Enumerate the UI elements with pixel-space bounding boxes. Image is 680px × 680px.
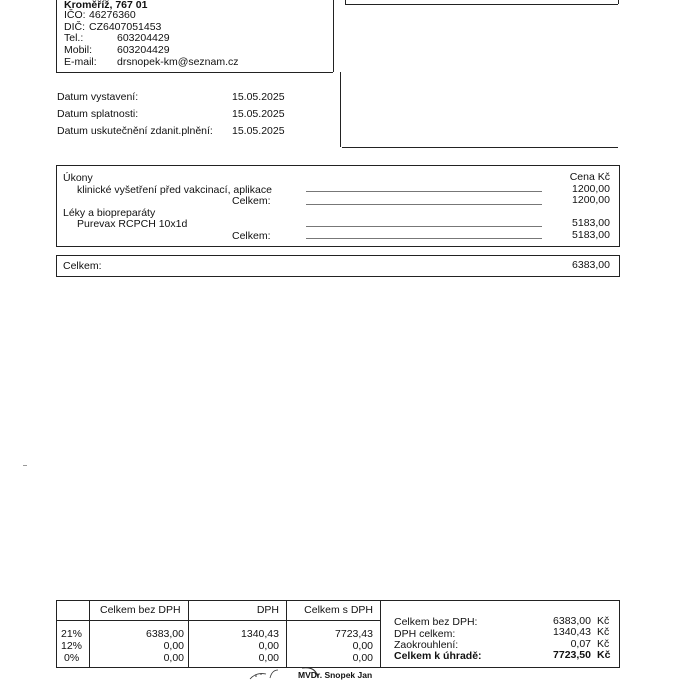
date-issued-value: 15.05.2025: [232, 91, 285, 103]
summary-net-value: 6383,00: [553, 615, 591, 627]
subtotal-drugs-label: Celkem:: [232, 230, 271, 242]
supplier-tel-label: Tel.:: [64, 32, 84, 44]
vat-col-divider-1: [89, 600, 90, 667]
vat-gross-12: 0,00: [352, 640, 373, 652]
summary-vat-label: DPH celkem:: [394, 628, 456, 640]
item-drug-name: Purevax RCPCH 10x1d: [77, 218, 188, 230]
summary-net-currency: Kč: [597, 615, 610, 627]
vat-base-21: 6383,00: [146, 628, 184, 640]
vat-amount-0: 0,00: [258, 652, 279, 664]
subtotal-drugs-value: 5183,00: [572, 229, 610, 241]
customer-box-bottom-border: [345, 4, 618, 5]
total-box: [56, 255, 620, 277]
supplier-ico: 46276360: [89, 9, 136, 21]
item-drug-leader: [306, 226, 542, 227]
date-issued-label: Datum vystavení:: [57, 91, 139, 103]
price-header: Cena Kč: [569, 171, 610, 183]
summary-total-value: 7723,50: [553, 649, 591, 661]
vat-gross-21: 7723,43: [335, 628, 373, 640]
subtotal-services-leader: [306, 204, 542, 205]
header-column-divider: [340, 72, 341, 147]
supplier-box-right-border: [333, 0, 334, 72]
supplier-mobil-label: Mobil:: [64, 44, 93, 56]
vat-header-base: Celkem bez DPH: [100, 604, 181, 616]
subtotal-drugs-leader: [306, 238, 542, 239]
vat-col-divider-4: [380, 600, 381, 667]
vat-rate-0: 0%: [64, 652, 80, 664]
section-services-title: Úkony: [63, 172, 93, 184]
vat-base-12: 0,00: [163, 640, 184, 652]
date-taxable-label: Datum uskutečnění zdanit.plnění:: [57, 125, 213, 137]
total-value: 6383,00: [572, 259, 610, 271]
vat-base-0: 0,00: [163, 652, 184, 664]
summary-rounding-currency: Kč: [597, 638, 610, 650]
total-label: Celkem:: [63, 260, 102, 272]
supplier-mobil: 603204429: [117, 44, 170, 56]
vat-amount-21: 1340,43: [241, 628, 279, 640]
summary-rounding-label: Zaokrouhlení:: [394, 639, 459, 651]
vat-rate-21: 21%: [61, 628, 83, 640]
summary-vat-value: 1340,43: [553, 626, 591, 638]
customer-box-right-border: [618, 0, 619, 4]
items-box: [56, 165, 620, 247]
vat-header-rule: [56, 620, 381, 621]
summary-total-currency: Kč: [597, 649, 611, 661]
date-due-value: 15.05.2025: [232, 108, 285, 120]
subtotal-services-label: Celkem:: [232, 195, 271, 207]
item-drug-price: 5183,00: [572, 217, 610, 229]
vat-header-gross: Celkem s DPH: [304, 604, 373, 616]
summary-total-label: Celkem k úhradě:: [394, 650, 482, 662]
scan-speck: [23, 465, 27, 466]
supplier-box-bottom-border: [56, 72, 333, 73]
date-taxable-value: 15.05.2025: [232, 125, 285, 137]
supplier-email-label: E-mail:: [64, 56, 97, 68]
item-service-price: 1200,00: [572, 183, 610, 195]
vat-col-divider-2: [188, 600, 189, 667]
vat-header-vat: DPH: [256, 604, 279, 616]
section-drugs-title: Léky a biopreparáty: [63, 207, 156, 219]
supplier-city-line: Kroměříž, 767 01: [64, 0, 148, 11]
item-service-name: klinické vyšetření před vakcinací, aplikace: [77, 184, 272, 196]
vat-col-divider-3: [286, 600, 287, 667]
supplier-dic-label: DIČ:: [64, 21, 85, 33]
supplier-ico-label: IČO:: [64, 9, 86, 21]
supplier-box-left-border: [56, 0, 57, 72]
summary-net-label: Celkem bez DPH:: [394, 616, 478, 628]
item-service-leader: [306, 191, 542, 192]
summary-vat-currency: Kč: [597, 626, 610, 638]
supplier-tel: 603204429: [117, 32, 170, 44]
stamp-name: MVDr. Snopek Jan: [298, 670, 373, 680]
vat-amount-12: 0,00: [258, 640, 279, 652]
subtotal-services-value: 1200,00: [572, 194, 610, 206]
header-bottom-rule: [342, 147, 618, 148]
supplier-dic: CZ6407051453: [89, 21, 162, 33]
summary-rounding-value: 0,07: [570, 638, 591, 650]
supplier-email: drsnopek-km@seznam.cz: [117, 56, 239, 68]
vat-rate-12: 12%: [61, 640, 83, 652]
date-due-label: Datum splatnosti:: [57, 108, 139, 120]
vat-gross-0: 0,00: [352, 652, 373, 664]
